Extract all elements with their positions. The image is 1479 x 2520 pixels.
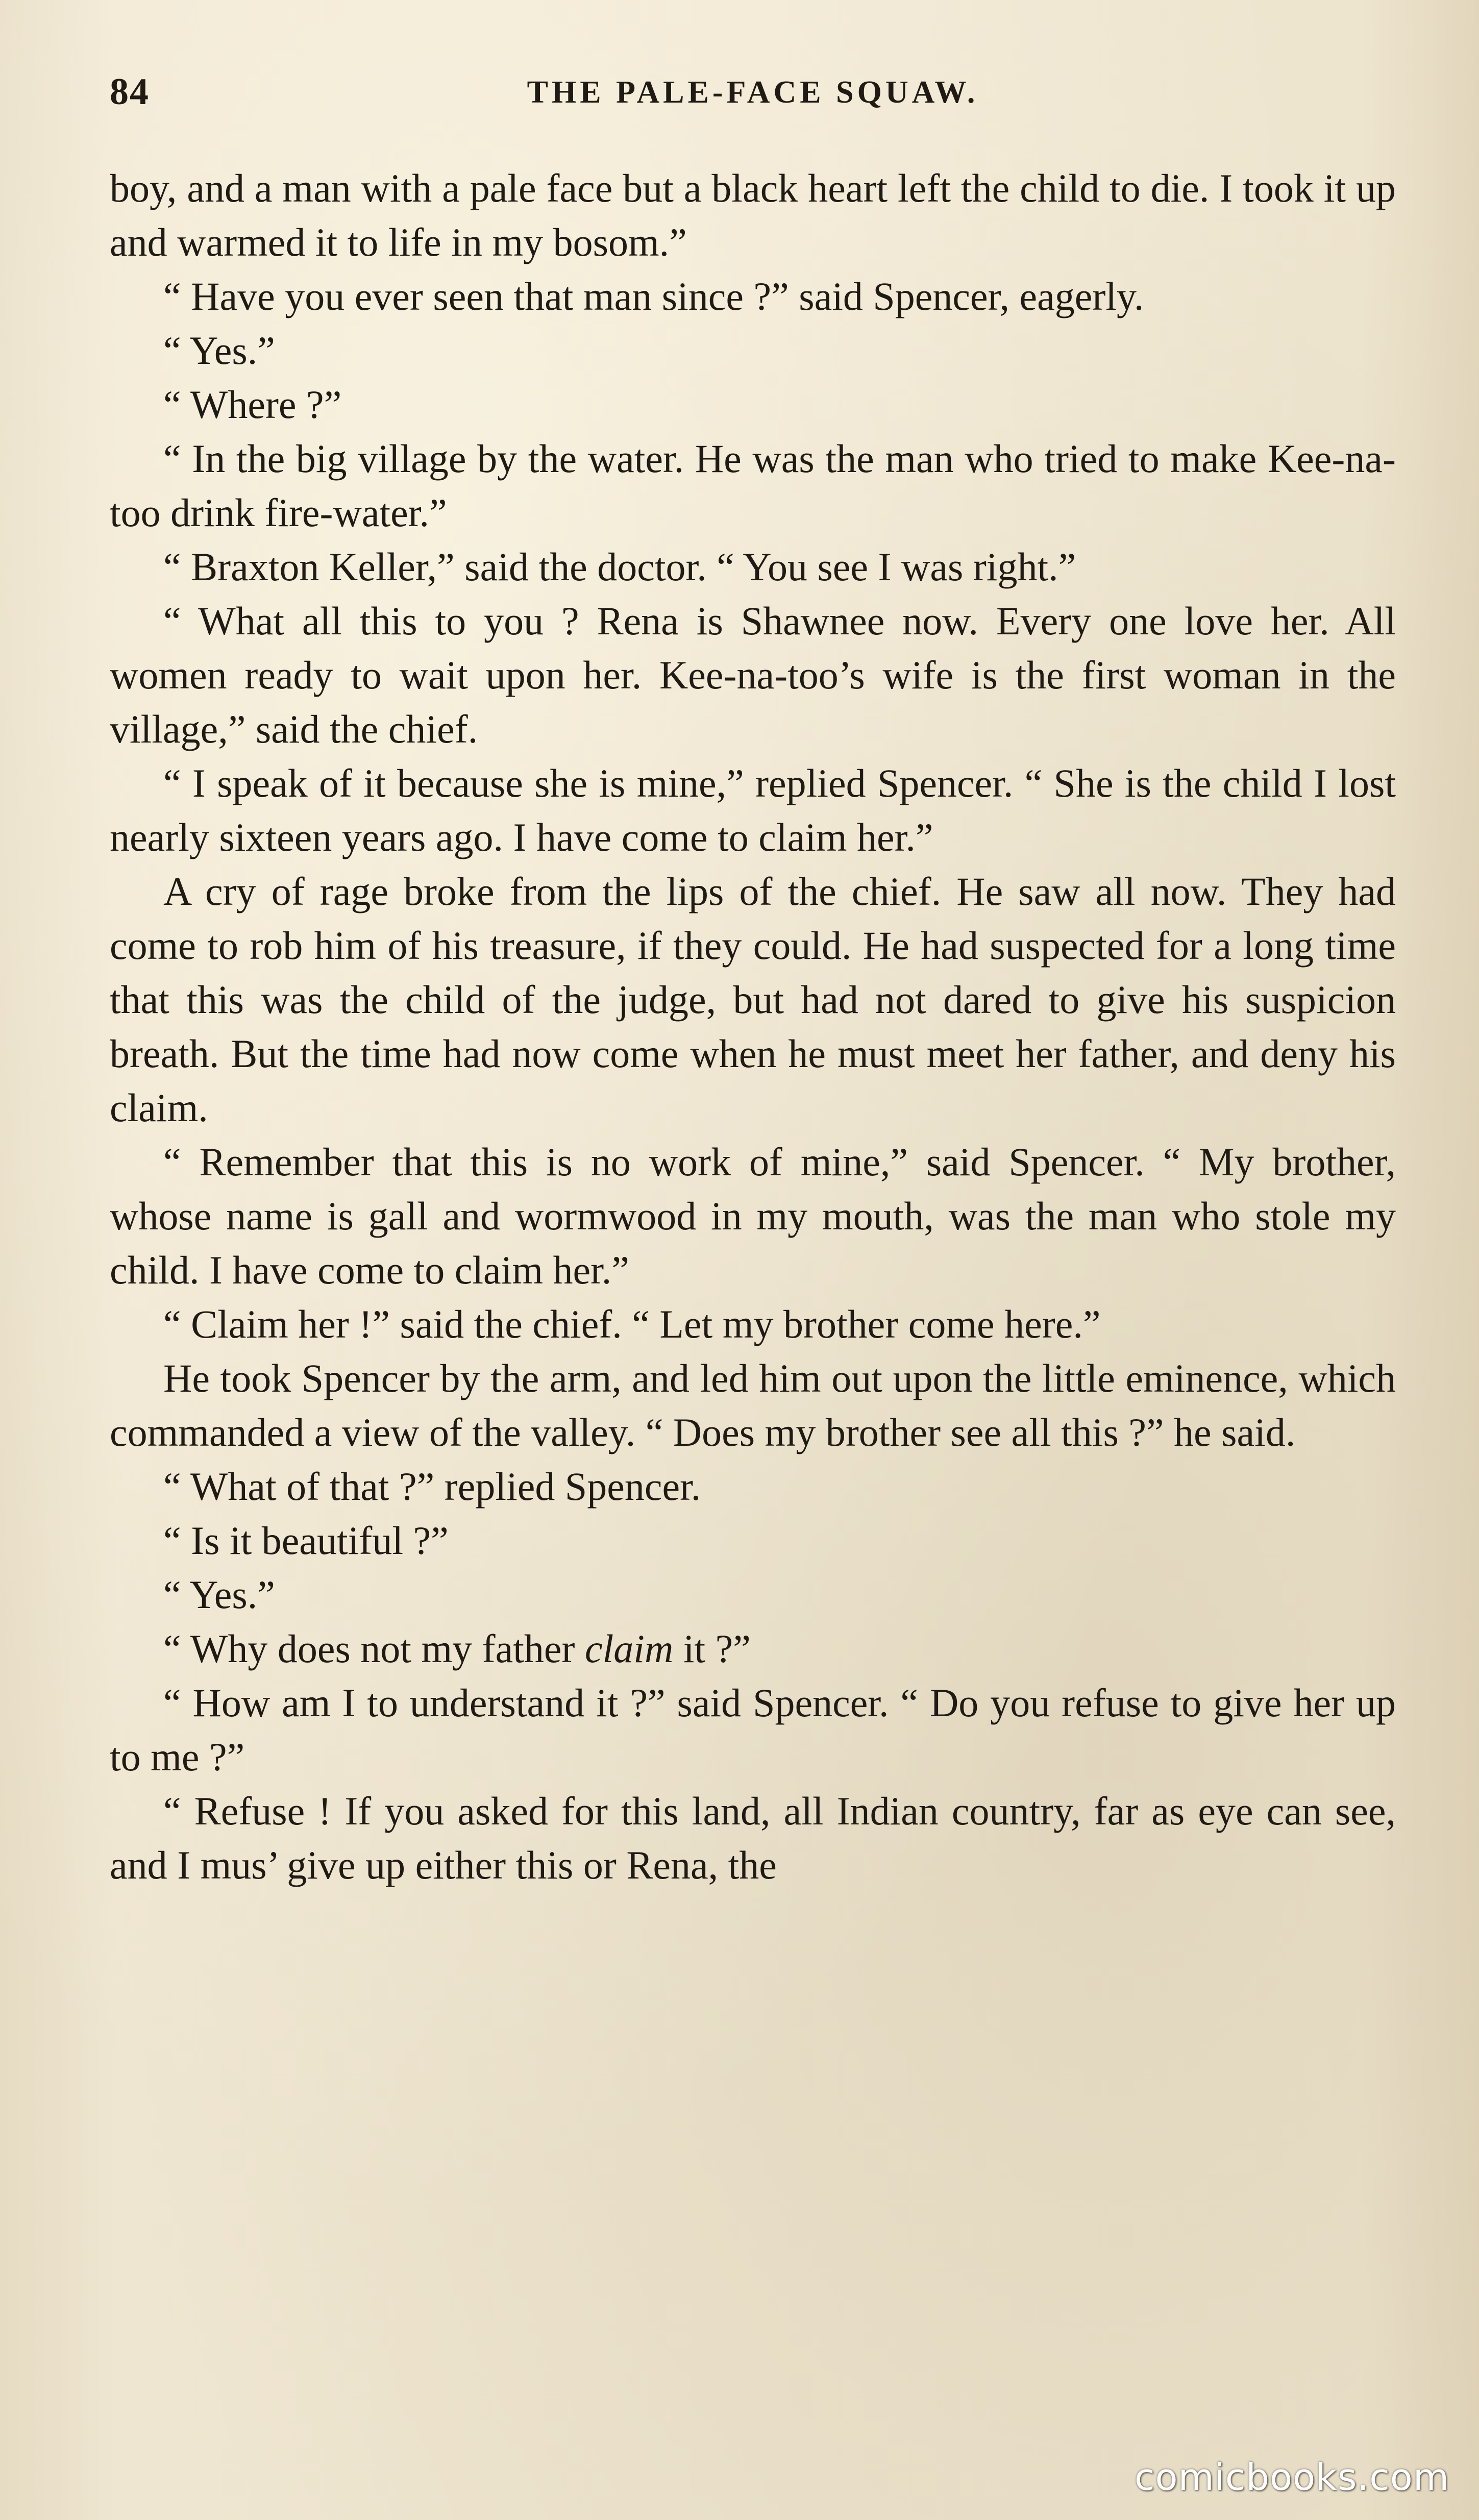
paragraph: A cry of rage broke from the lips of the chief. He saw all now. They had come to rob him of his treasure, if they could. He had suspected for a long time that this was the child of the judge, but had not dared to give his suspicion breath. But the time had now come when he must meet her father, and deny his claim. <box>110 869 1396 1130</box>
paragraph: “ What of that ?” replied Spencer. <box>163 1464 701 1509</box>
paragraph-text: “ Why does not my father <box>163 1626 585 1671</box>
paragraph: “ Braxton Keller,” said the doctor. “ You see I was right.” <box>163 545 1076 589</box>
emphasized-word: claim <box>585 1626 674 1671</box>
paragraph: “ In the big village by the water. He was the man who tried to make Kee-na-too drink fire-water.” <box>110 436 1396 535</box>
paragraph: boy, and a man with a pale face but a black heart left the child to die. I took it up and warmed it to life in my bosom.” <box>110 166 1396 264</box>
paragraph: “ I speak of it because she is mine,” replied Spencer. “ She is the child I lost nearly sixteen years ago. I have come to claim her.” <box>110 761 1396 859</box>
paragraph: “ Where ?” <box>163 382 342 427</box>
paragraph: “ Yes.” <box>163 1572 275 1617</box>
paragraph: “ How am I to understand it ?” said Spencer. “ Do you refuse to give her up to me ?” <box>110 1681 1396 1779</box>
paragraph: “ Claim her !” said the chief. “ Let my brother come here.” <box>163 1302 1101 1346</box>
paragraph: “ Yes.” <box>163 328 275 373</box>
paragraph <box>110 1622 1396 1676</box>
paragraph: “ Have you ever seen that man since ?” said Spencer, eagerly. <box>163 274 1144 318</box>
page-number: 84 <box>110 71 150 113</box>
paragraph: “ Remember that this is no work of mine,” said Spencer. “ My brother, whose name is gall and wormwood in my mouth, was the man who stole my child. I have come to claim her.” <box>110 1140 1396 1292</box>
page-header <box>110 70 1396 127</box>
running-title: THE PALE-FACE SQUAW. <box>527 75 979 110</box>
paragraph: “ What all this to you ? Rena is Shawnee now. Every one love her. All women ready to wait upon her. Kee-na-too’s wife is the first woman in the village,” said the chief. <box>110 599 1396 751</box>
body-text <box>110 161 1396 1892</box>
paragraph: “ Is it beautiful ?” <box>163 1518 449 1563</box>
watermark: comicbooks.com <box>1134 2456 1449 2499</box>
paragraph: “ Refuse ! If you asked for this land, all Indian country, far as eye can see, and I mus’ give up either this or Rena, the <box>110 1789 1396 1887</box>
paragraph-text: it ?” <box>673 1626 751 1671</box>
paragraph: He took Spencer by the arm, and led him out upon the little eminence, which commanded a view of the valley. “ Does my brother see all this ?” he said. <box>110 1356 1396 1454</box>
